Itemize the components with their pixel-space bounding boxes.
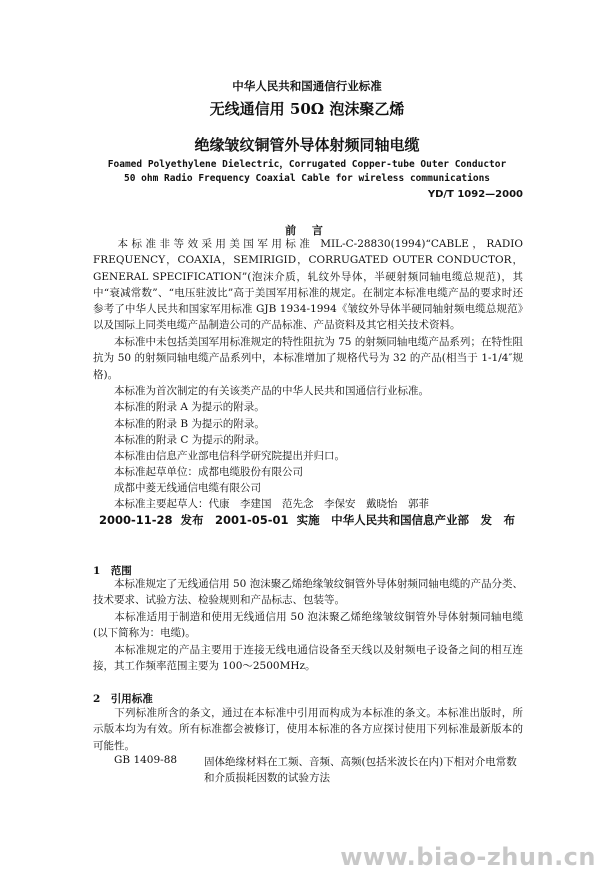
section-2-paragraph-1 bbox=[93, 705, 523, 754]
foreword-line-drafting-unit: 本标准起草单位：成都电缆股份有限公司 bbox=[114, 466, 303, 478]
foreword-paragraph-1 bbox=[93, 236, 523, 334]
foreword-line-appendix-b: 本标准的附录 B 为提示的附录。 bbox=[114, 418, 265, 430]
foreword-line-proposer: 本标准由信息产业部电信科学研究院提出并归口。 bbox=[114, 450, 345, 462]
foreword-title: 前 言 bbox=[285, 224, 329, 237]
section-1-paragraph-1 bbox=[93, 576, 523, 609]
foreword-line-drafting-unit-2: 成都中菱无线通信电缆有限公司 bbox=[114, 482, 261, 494]
section-1-paragraph-3-text: 本标准规定的产品主要用于连接无线电通信设备至天线以及射频电子设备之间的相互连接，其工作频率范围主要为 100～2500MHz。 bbox=[93, 644, 523, 673]
section-2-paragraph-1-text: 下列标准所含的条文，通过在本标准中引用而构成为本标准的条文。本标准出版时，所示版本均为有效。所有标准都会被修订，使用本标准的各方应探讨使用下列标准最新版本的可能性。 bbox=[93, 707, 523, 752]
reference-standard-code: GB 1409-88 bbox=[114, 754, 178, 766]
foreword-paragraph-1-text: 本标准非等效采用美国军用标准 MIL-C-28830(1994)“CABLE，RADIO FREQUENCY，COAXIA，SEMIRIGID，CORRUGATED OUTER CONDUCTOR，GENERAL SPECIFICATION”(泡沫介质，轧纹外导体，半硬射频同轴电缆总规范)，其中“衰减常数”、“电压驻波比”高于美国军用标准的规定。在制定本标准电缆产品的要求时还参考了中华人民共和国家军用标准 GJB 1934-1994《皱纹外导体半硬同轴射频电缆总规范》以及国际上同类电缆产品制造公司的产品标准、产品资料及其它相关技术资料。 bbox=[93, 238, 523, 332]
foreword-line-appendix-a: 本标准的附录 A 为提示的附录。 bbox=[114, 401, 265, 413]
title-line-1: 无线通信用 50Ω 泡沫聚乙烯 bbox=[209, 100, 405, 118]
english-title-line-1: Foamed Polyethylene Dielectric，Corrugated Copper-tube Outer Conductor bbox=[107, 159, 507, 170]
section-1-heading: 1 范围 bbox=[93, 565, 132, 577]
section-1-paragraph-2 bbox=[93, 609, 523, 642]
section-2-heading: 2 引用标准 bbox=[93, 693, 153, 705]
title-line-2: 绝缘皱纹铜管外导体射频同轴电缆 bbox=[194, 136, 420, 154]
foreword-line-appendix-c: 本标准的附录 C 为提示的附录。 bbox=[114, 434, 266, 446]
foreword-paragraph-2-text: 本标准中未包括美国军用标准规定的特性阻抗为 75 的射频同轴电缆产品系列；在特性阻抗为 50 的射频同轴电缆产品系列中，本标准增加了规格代号为 32 的产品(相当于 1-1/4″规格)。 bbox=[93, 336, 523, 381]
reference-standard-description: 固体绝缘材料在工频、音频、高频(包括米波长在内)下相对介电常数和介质损耗因数的试验方法 bbox=[204, 756, 517, 785]
foreword-line-drafters: 本标准主要起草人：代康 李建国 范先念 李保安 戴晓怡 郭菲 bbox=[114, 498, 429, 510]
section-1-paragraph-1-text: 本标准规定了无线通信用 50 泡沫聚乙烯绝缘皱纹铜管外导体射频同轴电缆的产品分类、技术要求、试验方法、检验规则和产品标志、包装等。 bbox=[93, 578, 523, 607]
foreword-line-first-issue: 本标准为首次制定的有关该类产品的中华人民共和国通信行业标准。 bbox=[114, 385, 429, 397]
section-1-paragraph-2-text: 本标准适用于制造和使用无线通信用 50 泡沫聚乙烯绝缘皱纹铜管外导体射频同轴电缆(以下简称为：电缆)。 bbox=[93, 611, 523, 640]
issue-and-implementation-line: 2000-11-28 发布 2001-05-01 实施 中华人民共和国信息产业部 发 布 bbox=[98, 513, 516, 527]
site-watermark: www.biao-zhun.cn bbox=[340, 843, 596, 871]
standard-code: YD/T 1092—2000 bbox=[427, 189, 523, 200]
foreword-paragraph-2 bbox=[93, 334, 523, 383]
section-1-paragraph-3 bbox=[93, 642, 523, 675]
industry-standard-label: 中华人民共和国通信行业标准 bbox=[232, 79, 382, 93]
english-title-line-2: 50 ohm Radio Frequency Coaxial Cable for wireless communications bbox=[123, 173, 491, 184]
